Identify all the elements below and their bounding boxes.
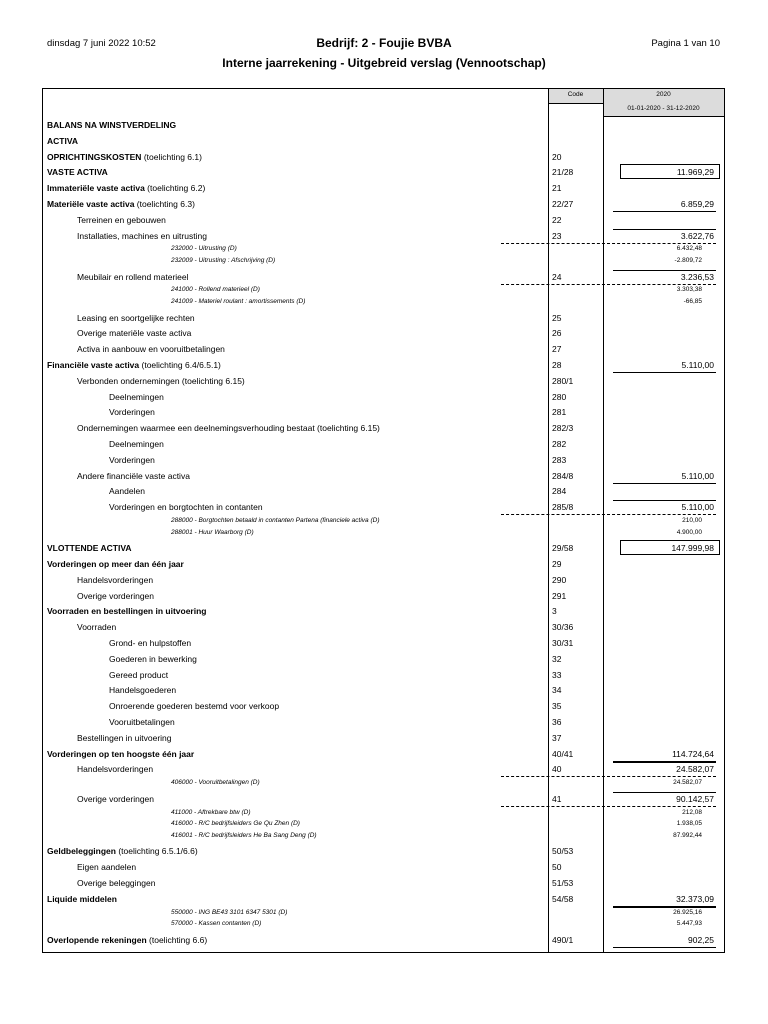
row-note: (toelichting 6.5.1/6.6) xyxy=(115,846,198,857)
row-label xyxy=(47,183,205,193)
row-code: 282/3 xyxy=(552,423,574,434)
row-code: 280/1 xyxy=(552,375,574,386)
row-label-text: Leasing en soortgelijke rechten xyxy=(77,312,195,323)
amount-underline xyxy=(613,211,716,212)
table-row xyxy=(43,359,724,373)
table-row xyxy=(43,375,724,389)
row-label-text: Bestellingen in uitvoering xyxy=(77,732,172,743)
row-label-text: Eigen aandelen xyxy=(77,862,137,873)
row-label xyxy=(77,313,195,323)
account-detail-amount: 4.900,00 xyxy=(676,528,702,536)
table-row xyxy=(43,230,724,244)
row-label xyxy=(77,471,190,481)
row-label xyxy=(47,559,184,569)
row-label-text: Installaties, machines en uitrusting xyxy=(77,230,207,241)
row-label-text: BALANS NA WINSTVERDELING xyxy=(47,120,177,130)
table-row xyxy=(43,198,724,212)
table-row xyxy=(43,214,724,228)
row-amount: 6.859,29 xyxy=(680,199,714,209)
account-detail-row xyxy=(43,918,724,930)
row-label xyxy=(109,638,191,648)
row-label xyxy=(77,591,154,601)
row-code: 280 xyxy=(552,391,567,402)
table-row xyxy=(43,877,724,891)
row-code: 29 xyxy=(552,559,562,569)
row-code: 23 xyxy=(552,230,562,241)
row-amount: 5.110,00 xyxy=(681,502,714,513)
company-title: Bedrijf: 2 - Foujie BVBA xyxy=(316,36,452,50)
table-row xyxy=(43,621,724,635)
row-code: 20 xyxy=(552,151,562,162)
row-code: 284 xyxy=(552,486,567,497)
row-label xyxy=(77,328,191,338)
row-label xyxy=(47,606,206,616)
row-label xyxy=(77,215,166,225)
row-code: 54/58 xyxy=(552,893,574,904)
amount-overline xyxy=(613,762,716,763)
row-label xyxy=(47,749,194,759)
row-label-text: Voorraden en bestellingen in uitvoering xyxy=(47,606,207,617)
row-amount: 24.582,07 xyxy=(676,764,714,775)
row-label-text: Onroerende goederen bestemd voor verkoop xyxy=(109,701,280,712)
row-label-text: Gereed product xyxy=(109,669,169,680)
row-code: 22 xyxy=(552,214,562,225)
table-row xyxy=(43,653,724,667)
row-label-text: Terreinen en gebouwen xyxy=(77,214,166,225)
table-row xyxy=(43,485,724,499)
row-label xyxy=(109,407,155,417)
table-row xyxy=(43,605,724,619)
row-label-text: Voorraden xyxy=(77,622,117,633)
row-label-text: Financiële vaste activa xyxy=(47,360,140,370)
row-code: 281 xyxy=(552,407,567,418)
row-label-text: Overige materiële vaste activa xyxy=(77,328,192,339)
row-label-text: Overlopende rekeningen xyxy=(47,934,147,945)
table-row xyxy=(43,893,724,907)
table-row xyxy=(43,391,724,405)
period-column-header: 01-01-2020 - 31-12-2020 xyxy=(627,105,700,112)
amount-underline xyxy=(613,372,716,373)
row-amount: 114.724,64 xyxy=(672,748,714,759)
row-note: (toelichting 6.4/6.5.1) xyxy=(139,360,221,370)
row-label xyxy=(47,360,221,370)
table-row xyxy=(43,501,724,515)
account-detail-label: 411000 - Aftrekbare btw (D) xyxy=(171,808,251,816)
row-code: 3 xyxy=(552,606,557,617)
row-label-text: Handelsvorderingen xyxy=(77,574,154,585)
row-label xyxy=(109,685,176,695)
row-label-text: Deelnemingen xyxy=(109,439,164,449)
table-row xyxy=(43,748,724,762)
row-code: 22/27 xyxy=(552,199,574,209)
table-row xyxy=(43,542,724,556)
account-detail-label: 550000 - ING BE43 3101 6347 5301 (D) xyxy=(171,908,288,916)
account-detail-amount: 6.432,48 xyxy=(676,245,702,253)
report-title: Interne jaarrekening - Uitgebreid verslag (Vennootschap) xyxy=(222,56,546,70)
row-label xyxy=(47,894,117,904)
table-row xyxy=(43,793,724,807)
row-label-text: VASTE ACTIVA xyxy=(47,167,108,178)
account-detail-label: 406000 - Vooruitbetalingen (D) xyxy=(171,779,260,787)
table-row xyxy=(43,669,724,683)
row-label xyxy=(77,764,153,774)
row-code: 36 xyxy=(552,717,562,727)
account-detail-amount: 3.303,38 xyxy=(676,286,702,294)
row-amount: 902,25 xyxy=(688,934,714,945)
row-amount: 5.110,00 xyxy=(681,470,714,481)
account-detail-row xyxy=(43,284,724,296)
table-row xyxy=(43,454,724,468)
row-amount: 5.110,00 xyxy=(681,360,714,370)
row-label xyxy=(77,622,116,632)
row-code: 32 xyxy=(552,653,562,664)
row-code: 27 xyxy=(552,344,562,355)
row-label-text: Aandelen xyxy=(109,486,145,497)
row-label-text: Activa in aanbouw en vooruitbetalingen xyxy=(77,344,225,355)
table-row xyxy=(43,312,724,326)
row-label xyxy=(47,167,108,177)
table-row xyxy=(43,845,724,859)
row-label-text: ACTIVA xyxy=(47,135,79,146)
account-detail-label: 570000 - Kassen contanten (D) xyxy=(171,920,262,928)
row-label xyxy=(109,455,155,465)
row-code: 51/53 xyxy=(552,878,574,888)
page-number: Pagina 1 van 10 xyxy=(651,38,720,49)
table-row xyxy=(43,119,724,133)
row-note: (toelichting 6.6) xyxy=(146,934,208,945)
row-label-text: Meubilair en rollend materieel xyxy=(77,271,189,282)
amount-underline xyxy=(613,947,716,948)
table-row xyxy=(43,700,724,714)
table-row xyxy=(43,166,724,180)
row-amount: 3.236,53 xyxy=(680,271,714,282)
row-label xyxy=(109,701,279,711)
row-label xyxy=(109,670,168,680)
amount-overline xyxy=(613,270,716,271)
row-note: (toelichting 6.1) xyxy=(141,151,202,162)
row-label-text: Overige vorderingen xyxy=(77,793,155,804)
row-label-text: Liquide middelen xyxy=(47,893,117,904)
account-detail-row xyxy=(43,830,724,842)
account-detail-label: 241009 - Materiel roulant : amortissements (D) xyxy=(171,298,306,305)
row-label xyxy=(47,846,198,856)
row-label-text: Vorderingen op meer dan één jaar xyxy=(47,559,184,569)
account-detail-row xyxy=(43,255,724,267)
row-code: 50 xyxy=(552,862,562,873)
account-detail-amount: 212,08 xyxy=(682,808,702,816)
table-row xyxy=(43,470,724,484)
row-label xyxy=(77,231,207,241)
row-label xyxy=(109,439,164,449)
row-label-text: Goederen in bewerking xyxy=(109,653,197,664)
row-amount: 90.142,57 xyxy=(676,793,714,804)
account-detail-label: 416001 - R/C bedrijfsleiders He Ba Sang Deng (D) xyxy=(171,831,317,839)
row-label-text: Grond- en hulpstoffen xyxy=(109,638,192,648)
row-amount: 147.999,98 xyxy=(671,543,714,554)
account-detail-row xyxy=(43,296,724,308)
table-row xyxy=(43,343,724,357)
row-code: 30/36 xyxy=(552,622,574,633)
row-label xyxy=(47,136,78,146)
row-code: 37 xyxy=(552,732,562,743)
row-label-text: Andere financiële vaste activa xyxy=(77,470,190,481)
row-code: 284/8 xyxy=(552,470,574,481)
row-label xyxy=(47,543,132,553)
row-label-text: Vorderingen en borgtochten in contanten xyxy=(109,502,263,513)
table-row xyxy=(43,438,724,452)
row-code: 21 xyxy=(552,183,562,194)
row-label-text: Ondernemingen waarmee een deelnemingsverhouding bestaat (toelichting 6.15) xyxy=(77,423,380,434)
row-note: (toelichting 6.2) xyxy=(144,183,206,194)
row-label-text: Overige vorderingen xyxy=(77,590,155,601)
row-label xyxy=(77,272,189,282)
code-column-header: Code xyxy=(567,91,584,98)
row-label xyxy=(47,120,176,130)
amount-overline xyxy=(613,229,716,230)
row-label xyxy=(109,502,263,512)
row-label xyxy=(109,392,164,402)
row-label-text: Geldbeleggingen xyxy=(47,846,116,857)
table-row xyxy=(43,637,724,651)
row-amount: 32.373,09 xyxy=(676,893,714,904)
table-row xyxy=(43,135,724,149)
row-code: 283 xyxy=(552,454,567,465)
row-label-text: Vorderingen op ten hoogste één jaar xyxy=(47,748,195,759)
row-label-text: Vorderingen xyxy=(109,407,155,418)
row-label xyxy=(77,733,172,743)
account-detail-label: 288001 - Huur Waarborg (D) xyxy=(171,528,254,536)
row-label xyxy=(77,344,225,354)
amount-overline xyxy=(613,500,716,501)
row-label xyxy=(109,486,145,496)
row-code: 35 xyxy=(552,701,562,712)
table-row xyxy=(43,861,724,875)
account-detail-amount: 26.925,16 xyxy=(673,908,702,916)
account-detail-label: 288000 - Borgtochten betaald in contanten Partena (financiele activa (D) xyxy=(171,517,380,524)
row-code: 26 xyxy=(552,328,562,339)
row-label xyxy=(77,423,380,433)
row-label xyxy=(77,862,136,872)
table-row xyxy=(43,590,724,604)
row-label-text: Materiële vaste activa xyxy=(47,199,135,209)
account-detail-row xyxy=(43,807,724,819)
row-code: 490/1 xyxy=(552,934,574,945)
row-label-text: Vorderingen xyxy=(109,454,155,465)
table-row xyxy=(43,684,724,698)
row-label xyxy=(47,152,202,162)
row-code: 50/53 xyxy=(552,846,574,857)
table-row xyxy=(43,716,724,730)
account-detail-amount: -2.809,72 xyxy=(674,257,702,264)
account-detail-amount: 87.992,44 xyxy=(673,831,702,839)
row-label-text: Immateriële vaste activa xyxy=(47,183,145,194)
row-label-text: Vooruitbetalingen xyxy=(109,717,175,727)
table-row xyxy=(43,406,724,420)
table-row xyxy=(43,422,724,436)
row-code: 41 xyxy=(552,793,562,804)
row-label xyxy=(77,794,154,804)
account-detail-label: 232009 - Uitrusting : Afschrijving (D) xyxy=(171,257,276,264)
balance-table xyxy=(42,88,725,953)
year-column-header: 2020 xyxy=(656,91,671,98)
table-row xyxy=(43,271,724,285)
row-label xyxy=(109,654,197,664)
table-row xyxy=(43,732,724,746)
row-label-text: Verbonden ondernemingen (toelichting 6.15) xyxy=(77,375,245,386)
row-code: 29/58 xyxy=(552,543,574,554)
row-code: 40 xyxy=(552,764,562,775)
table-row xyxy=(43,558,724,572)
table-row xyxy=(43,763,724,777)
account-detail-row xyxy=(43,777,724,789)
row-label xyxy=(47,935,207,945)
row-label-text: Handelsgoederen xyxy=(109,685,177,696)
row-code: 21/28 xyxy=(552,167,574,178)
row-label-text: Handelsvorderingen xyxy=(77,764,154,775)
row-code: 33 xyxy=(552,669,562,680)
account-detail-row xyxy=(43,907,724,919)
account-detail-row xyxy=(43,818,724,830)
table-row xyxy=(43,182,724,196)
account-detail-row xyxy=(43,243,724,255)
row-code: 28 xyxy=(552,360,562,370)
row-code: 291 xyxy=(552,590,567,601)
account-detail-amount: 5.447,93 xyxy=(676,920,702,928)
row-code: 40/41 xyxy=(552,748,574,759)
row-code: 24 xyxy=(552,271,562,282)
table-row xyxy=(43,327,724,341)
row-note: (toelichting 6.3) xyxy=(134,199,195,209)
amount-underline xyxy=(613,483,716,484)
account-detail-label: 232000 - Uitrusting (D) xyxy=(171,245,237,253)
account-detail-amount: -66,85 xyxy=(683,298,702,305)
account-detail-row xyxy=(43,515,724,527)
row-label-text: OPRICHTINGSKOSTEN xyxy=(47,151,142,162)
row-code: 285/8 xyxy=(552,502,574,513)
row-code: 34 xyxy=(552,685,562,696)
table-row xyxy=(43,151,724,165)
row-label xyxy=(77,878,155,888)
account-detail-row xyxy=(43,527,724,539)
row-code: 282 xyxy=(552,439,567,449)
row-code: 30/31 xyxy=(552,638,574,648)
amount-overline xyxy=(613,792,716,793)
table-row xyxy=(43,934,724,948)
account-detail-amount: 1.938,05 xyxy=(676,820,702,828)
row-label xyxy=(77,376,245,386)
account-detail-amount: 24.582,07 xyxy=(673,779,702,787)
row-amount: 3.622,76 xyxy=(680,230,714,241)
account-detail-amount: 210,00 xyxy=(682,517,702,524)
table-row xyxy=(43,574,724,588)
row-label xyxy=(47,199,195,209)
print-date: dinsdag 7 juni 2022 10:52 xyxy=(47,38,156,49)
row-label-text: Deelnemingen xyxy=(109,391,164,402)
row-amount: 11.969,29 xyxy=(676,167,714,178)
row-label xyxy=(109,717,175,727)
row-label xyxy=(77,575,153,585)
row-label-text: Overige beleggingen xyxy=(77,878,156,888)
row-code: 25 xyxy=(552,312,562,323)
account-detail-label: 416000 - R/C bedrijfsleiders Ge Qu Zhen (D) xyxy=(171,820,300,828)
account-detail-label: 241000 - Rollend materieel (D) xyxy=(171,286,260,294)
row-code: 290 xyxy=(552,574,567,585)
row-label-text: VLOTTENDE ACTIVA xyxy=(47,543,132,554)
